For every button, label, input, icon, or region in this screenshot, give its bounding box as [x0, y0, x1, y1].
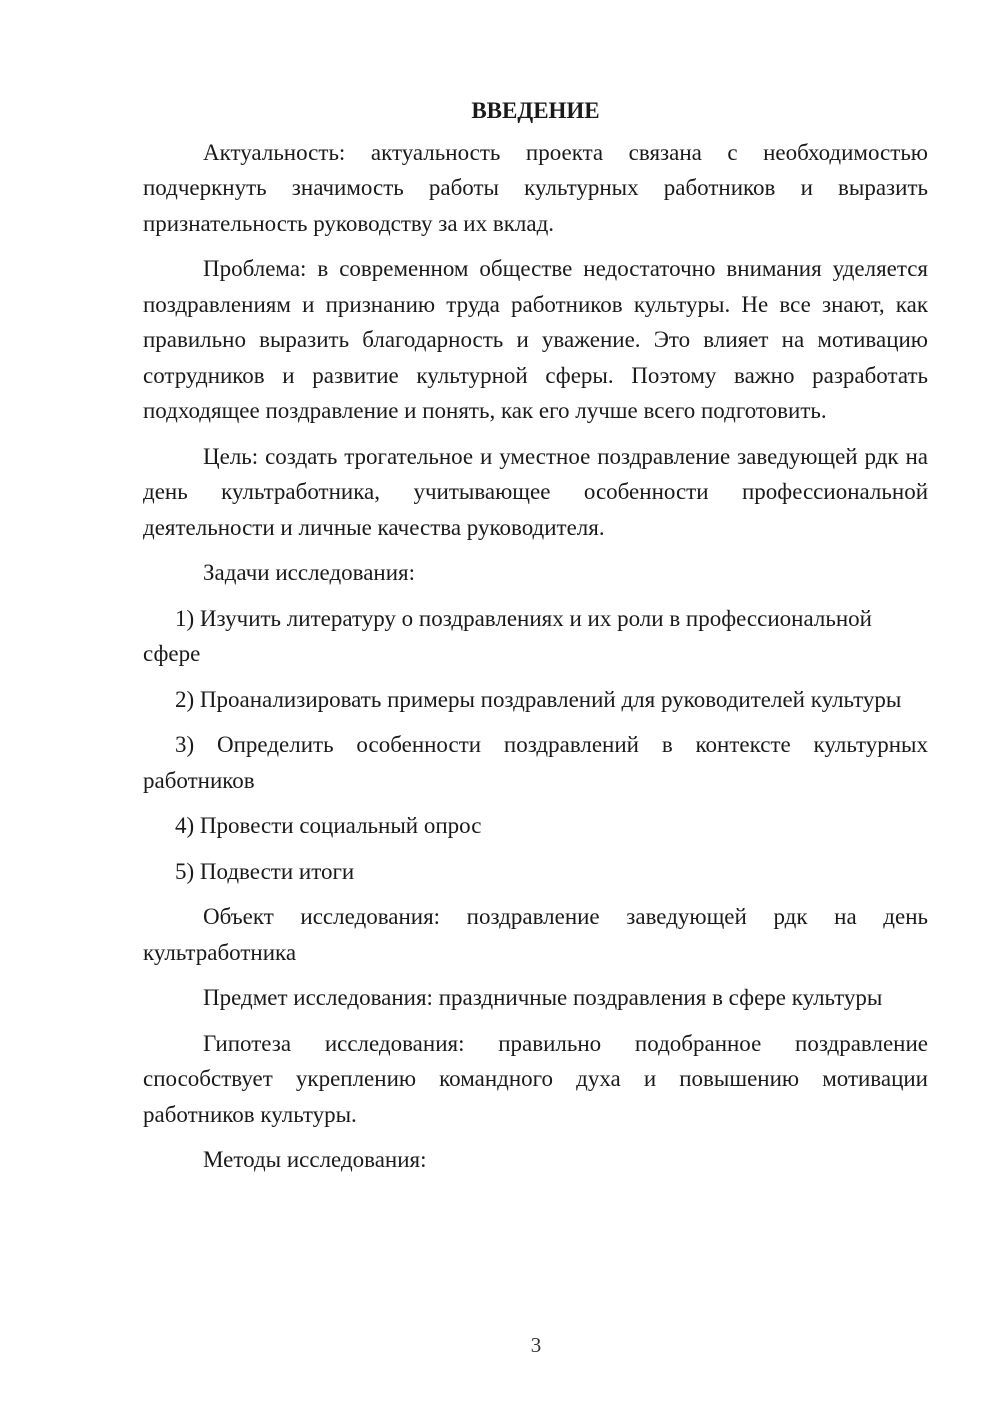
page-number: 3 — [530, 1333, 542, 1357]
task-item-1: 1) Изучить литературу о поздравлениях и их роли в профессиональной сфере — [143, 605, 872, 666]
page-content — [143, 93, 928, 1188]
paragraph-subject: Предмет исследования: праздничные поздравления в сфере культуры — [203, 985, 883, 1010]
section-title: ВВЕДЕНИЕ — [471, 98, 600, 123]
paragraph-hypothesis: Гипотеза исследования: правильно подобранное поздравление способствует укреплению командного духа и повышению мотивации работников культуры. — [143, 1030, 928, 1127]
paragraph-object: Объект исследования: поздравление заведующей рдк на день культработника — [143, 904, 928, 965]
paragraph-relevance: Актуальность: актуальность проекта связана с необходимостью подчеркнуть значимость работы культурных работников и выразить признательность руководству за их вклад. — [143, 139, 928, 236]
methods-heading: Методы исследования: — [203, 1147, 427, 1172]
task-item-5: 5) Подвести итоги — [175, 858, 355, 884]
task-item-4: 4) Провести социальный опрос — [175, 813, 482, 838]
task-item-2: 2) Проанализировать примеры поздравлений для руководителей культуры — [175, 686, 902, 712]
paragraph-goal: Цель: создать трогательное и уместное поздравление заведующей рдк на день культработника, учитывающее особенности профессиональной деятельности и личные качества руководителя. — [143, 443, 928, 540]
paragraph-problem: Проблема: в современном обществе недостаточно внимания уделяется поздравлениям и признанию труда работников культуры. Не все знают, как правильно выразить благодарность и уважение. Это влияет на мотивацию сотрудников и развитие культурной сферы. Поэтому важно разработать подходящее поздравление и понять, как его лучше всего подготовить. — [143, 256, 928, 423]
tasks-heading: Задачи исследования: — [203, 560, 416, 585]
task-item-3: 3) Определить особенности поздравлений в контексте культурных работников — [143, 732, 928, 793]
